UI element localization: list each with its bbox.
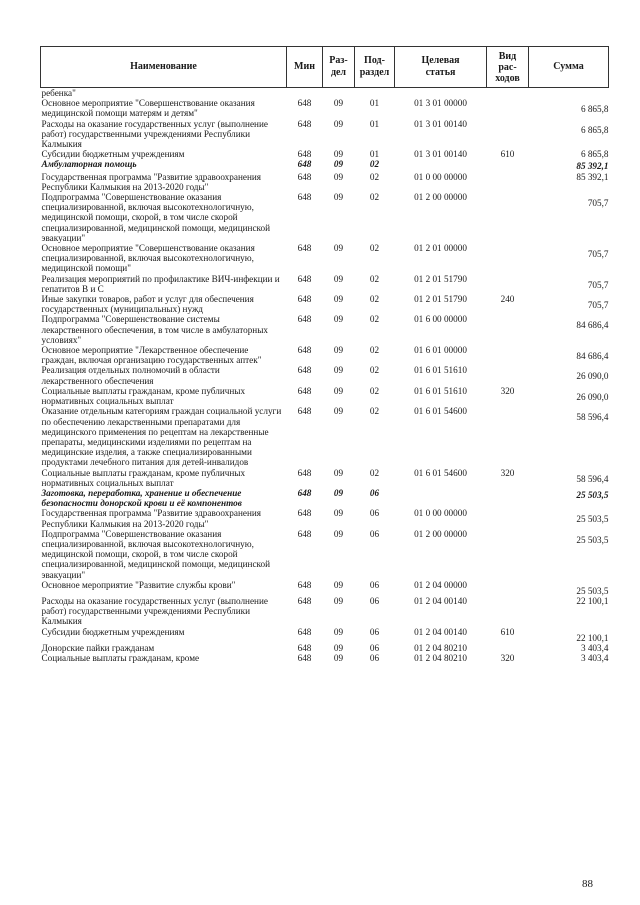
header-sum: Сумма: [529, 47, 609, 88]
cell-subsection: 02: [369, 345, 380, 356]
cell-section: 09: [333, 652, 344, 663]
cell-subsection: 02: [369, 294, 380, 305]
cell-sum: 84 686,4: [576, 351, 609, 362]
cell-name: Субсидии бюджетным учреждениям: [41, 626, 185, 637]
cell-target-item: [395, 488, 487, 508]
cell-name: Подпрограмма "Совершенствование системы лекарственного обеспечения, в том числе в амбулаторных условиях": [41, 314, 268, 345]
cell-sum: 85 392,1: [576, 171, 609, 182]
cell-sum: 25 503,5: [576, 534, 609, 545]
cell-expense-type: [487, 243, 529, 274]
header-target-item: Целевая статья: [395, 47, 487, 88]
cell-target-item: 01 6 00 00000: [414, 314, 467, 325]
cell-target-item: 01 2 00 00000: [414, 192, 467, 203]
cell-ministry: 648: [297, 192, 312, 203]
header-section: Раз- дел: [323, 47, 355, 88]
cell-name: Основное мероприятие "Совершенствование оказания специализированной, включая высокотехнологичную, медицинской помощи": [41, 243, 255, 274]
cell-section: 09: [333, 273, 344, 284]
table-row: [41, 345, 609, 365]
cell-section: 09: [333, 98, 344, 109]
cell-section: 09: [333, 528, 344, 539]
table-row: [41, 365, 609, 385]
cell-expense-type: [487, 98, 529, 118]
cell-expense-type: [487, 529, 529, 580]
cell-expense-type: [487, 172, 529, 192]
cell-ministry: 648: [297, 294, 312, 305]
cell-expense-type: [487, 314, 529, 345]
cell-ministry: 648: [297, 149, 312, 160]
cell-expense-type: 610: [500, 626, 515, 637]
cell-ministry: [287, 88, 323, 99]
cell-target-item: 01 2 01 00000: [414, 243, 467, 254]
table-row: [41, 643, 609, 653]
cell-sum: 3 403,4: [580, 652, 609, 663]
cell-target-item: 01 3 01 00140: [414, 149, 467, 160]
cell-target-item: 01 6 01 54600: [414, 406, 467, 417]
cell-name: Расходы на оказание государственных услуг (выполнение работ) государственными учреждениями Республики Калмыкия: [41, 595, 268, 627]
cell-name: Субсидии бюджетным учреждениям: [41, 149, 185, 160]
cell-subsection: 02: [369, 467, 380, 478]
table-row: [41, 386, 609, 406]
cell-sum: 705,7: [587, 198, 609, 209]
cell-target-item: 01 2 04 80210: [414, 642, 467, 653]
cell-ministry: 648: [297, 528, 312, 539]
cell-sum: 25 503,5: [576, 489, 609, 500]
cell-sum: 6 865,8: [580, 149, 609, 160]
cell-section: [323, 88, 355, 99]
cell-ministry: 648: [297, 365, 312, 376]
cell-section: 09: [333, 243, 344, 254]
cell-ministry: 648: [297, 98, 312, 109]
table-row: [41, 172, 609, 192]
cell-name: Социальные выплаты гражданам, кроме публичных нормативных социальных выплат: [41, 385, 246, 407]
table-row: [41, 627, 609, 643]
cell-ministry: 648: [297, 243, 312, 254]
table-body: [41, 88, 609, 664]
cell-ministry: 648: [297, 467, 312, 478]
cell-subsection: [355, 88, 395, 99]
table-header-row: [41, 47, 609, 88]
table-row: [41, 653, 609, 663]
cell-ministry: 648: [297, 487, 312, 498]
table-row: [41, 88, 609, 99]
cell-subsection: 02: [369, 159, 380, 170]
cell-subsection: 06: [369, 487, 380, 498]
cell-subsection: 02: [369, 243, 380, 254]
cell-sum: 58 596,4: [576, 473, 609, 484]
table-row: [41, 119, 609, 150]
table-row: [41, 149, 609, 159]
cell-expense-type: [487, 406, 529, 467]
cell-target-item: 01 2 04 00000: [414, 579, 467, 590]
cell-sum: 58 596,4: [576, 412, 609, 423]
cell-sum: 705,7: [587, 279, 609, 290]
cell-sum: 22 100,1: [576, 595, 609, 606]
cell-subsection: 02: [369, 192, 380, 203]
table-row: [41, 243, 609, 274]
cell-ministry: 648: [297, 345, 312, 356]
cell-ministry: 648: [297, 406, 312, 417]
cell-subsection: 02: [369, 314, 380, 325]
table-row: [41, 294, 609, 314]
cell-subsection: 02: [369, 385, 380, 396]
cell-target-item: 01 6 01 54600: [414, 467, 467, 478]
cell-section: 09: [333, 192, 344, 203]
cell-subsection: 06: [369, 528, 380, 539]
cell-expense-type: [487, 580, 529, 596]
cell-ministry: 648: [297, 314, 312, 325]
cell-name: Расходы на оказание государственных услуг (выполнение работ) государственными учреждениями Республики Калмыкия: [41, 118, 268, 150]
cell-subsection: 02: [369, 365, 380, 376]
cell-section: 09: [333, 149, 344, 160]
cell-target-item: 01 2 01 51790: [414, 294, 467, 305]
table-row: [41, 274, 609, 294]
cell-sum: 705,7: [587, 249, 609, 260]
cell-target-item: 01 2 01 51790: [414, 273, 467, 284]
cell-subsection: 06: [369, 508, 380, 519]
table-row: [41, 488, 609, 508]
cell-section: 09: [333, 118, 344, 129]
cell-sum: 25 503,5: [576, 585, 609, 596]
cell-name: Донорские пайки гражданам: [41, 642, 155, 653]
cell-section: 09: [333, 487, 344, 498]
cell-sum: 3 403,4: [580, 642, 609, 653]
cell-name: Основное мероприятие "Лекарственное обеспечение граждан, включая организацию государственных аптек": [41, 345, 262, 366]
cell-subsection: 06: [369, 579, 380, 590]
cell-expense-type: 320: [500, 467, 515, 478]
cell-section: 09: [333, 171, 344, 182]
table-row: [41, 596, 609, 627]
cell-target-item: 01 6 01 00000: [414, 345, 467, 356]
cell-sum: 26 090,0: [576, 371, 609, 382]
cell-expense-type: [487, 345, 529, 365]
table-row: [41, 159, 609, 171]
cell-sum: 84 686,4: [576, 320, 609, 331]
table-row: [41, 98, 609, 118]
cell-expense-type: [487, 365, 529, 385]
table-row: [41, 468, 609, 488]
cell-ministry: 648: [297, 385, 312, 396]
cell-expense-type: [487, 488, 529, 508]
page-number: 88: [582, 878, 593, 890]
cell-ministry: 648: [297, 626, 312, 637]
cell-target-item: [395, 88, 487, 99]
budget-table: [40, 46, 609, 663]
cell-subsection: 02: [369, 273, 380, 284]
header-expense-type: Вид рас- ходов: [487, 47, 529, 88]
cell-target-item: 01 3 01 00000: [414, 98, 467, 109]
header-ministry: Мин: [287, 47, 323, 88]
cell-ministry: 648: [297, 118, 312, 129]
cell-section: 09: [333, 467, 344, 478]
cell-section: 09: [333, 508, 344, 519]
cell-expense-type: [487, 119, 529, 150]
cell-name: Реализация отдельных полномочий в области лекарственного обеспечения: [41, 365, 220, 386]
cell-section: 09: [333, 579, 344, 590]
cell-expense-type: [487, 508, 529, 528]
cell-subsection: 06: [369, 652, 380, 663]
cell-expense-type: 320: [500, 652, 515, 663]
cell-sum: 6 865,8: [580, 124, 609, 135]
cell-section: 09: [333, 642, 344, 653]
cell-target-item: 01 0 00 00000: [414, 508, 467, 519]
cell-section: 09: [333, 626, 344, 637]
cell-target-item: [395, 159, 487, 171]
cell-ministry: 648: [297, 579, 312, 590]
cell-target-item: 01 2 00 00000: [414, 528, 467, 539]
cell-expense-type: [487, 643, 529, 653]
table-row: [41, 314, 609, 345]
table-row: [41, 580, 609, 596]
table-row: [41, 508, 609, 528]
table-row: [41, 192, 609, 243]
cell-section: 09: [333, 385, 344, 396]
cell-sum: 22 100,1: [576, 632, 609, 643]
cell-name: Подпрограмма "Совершенствование оказания специализированной, включая высокотехнологичную, медицинской помощи, скорой, в том числе скорой специализированной, медицинской помощи, медицинской эвакуации": [41, 528, 271, 580]
cell-name: Реализация мероприятий по профилактике ВИЧ-инфекции и гепатитов В и С: [41, 273, 280, 294]
cell-name: Социальные выплаты гражданам, кроме: [41, 652, 200, 663]
cell-section: 09: [333, 314, 344, 325]
cell-subsection: 06: [369, 642, 380, 653]
cell-name: Государственная программа "Развитие здравоохранения Республики Калмыкия на 2013-2020 годы": [41, 508, 262, 529]
cell-target-item: 01 6 01 51610: [414, 385, 467, 396]
cell-name: Иные закупки товаров, работ и услуг для обеспечения государственных (муниципальных) нужд: [41, 294, 254, 315]
cell-subsection: 01: [369, 118, 380, 129]
header-subsection: Под- раздел: [355, 47, 395, 88]
cell-sum: 25 503,5: [576, 514, 609, 525]
cell-subsection: 02: [369, 406, 380, 417]
table-row: [41, 406, 609, 467]
cell-section: 09: [333, 365, 344, 376]
cell-name: Оказание отдельным категориям граждан социальной услуги по обеспечению лекарственными препаратами для медицинского применения по рецептам на лекарственные препараты, медицинскими изделиями по рецептам на медицинские изделия, а также специализированными продуктами лечебного питания для детей-инвалидов: [41, 406, 282, 468]
cell-expense-type: 240: [500, 294, 515, 305]
cell-target-item: 01 2 04 00140: [414, 626, 467, 637]
cell-ministry: 648: [297, 642, 312, 653]
cell-ministry: 648: [297, 652, 312, 663]
cell-name: ребенка": [41, 88, 76, 98]
cell-subsection: 02: [369, 171, 380, 182]
cell-name: Заготовка, переработка, хранение и обеспечение безопасности донорской крови и её компонентов: [41, 487, 242, 509]
cell-target-item: 01 2 04 80210: [414, 652, 467, 663]
cell-expense-type: [487, 274, 529, 294]
cell-name: Подпрограмма "Совершенствование оказания специализированной, включая высокотехнологичную, медицинской помощи, скорой, в том числе скорой специализированной, медицинской помощи, медицинской эвакуации": [41, 192, 271, 243]
table-row: [41, 529, 609, 580]
cell-section: 09: [333, 345, 344, 356]
cell-name: Амбулаторная помощь: [41, 159, 137, 170]
cell-expense-type: 610: [500, 149, 515, 160]
cell-expense-type: [487, 192, 529, 243]
cell-target-item: 01 2 04 00140: [414, 595, 467, 606]
cell-ministry: 648: [297, 273, 312, 284]
cell-target-item: 01 0 00 00000: [414, 171, 467, 182]
cell-section: 09: [333, 159, 344, 170]
cell-ministry: 648: [297, 595, 312, 606]
cell-sum: [529, 88, 609, 99]
cell-ministry: 648: [297, 508, 312, 519]
cell-subsection: 06: [369, 626, 380, 637]
cell-ministry: 648: [297, 159, 312, 170]
cell-name: Основное мероприятие "Совершенствование оказания медицинской помощи матерям и детям": [41, 98, 255, 119]
cell-subsection: 06: [369, 595, 380, 606]
cell-section: 09: [333, 294, 344, 305]
cell-expense-type: [487, 88, 529, 99]
cell-sum: 26 090,0: [576, 391, 609, 402]
cell-sum: 85 392,1: [576, 161, 609, 172]
cell-target-item: 01 3 01 00140: [414, 118, 467, 129]
cell-target-item: 01 6 01 51610: [414, 365, 467, 376]
cell-subsection: 01: [369, 149, 380, 160]
cell-ministry: 648: [297, 171, 312, 182]
cell-name: Государственная программа "Развитие здравоохранения Республики Калмыкия на 2013-2020 годы": [41, 171, 262, 192]
cell-expense-type: [487, 596, 529, 627]
cell-expense-type: [487, 159, 529, 171]
cell-sum: 705,7: [587, 300, 609, 311]
cell-section: 09: [333, 406, 344, 417]
cell-sum: 6 865,8: [580, 104, 609, 115]
cell-name: Основное мероприятие "Развитие службы крови": [41, 579, 236, 590]
cell-section: 09: [333, 595, 344, 606]
cell-name: Социальные выплаты гражданам, кроме публичных нормативных социальных выплат: [41, 467, 246, 488]
cell-subsection: 01: [369, 98, 380, 109]
header-name: Наименование: [41, 47, 287, 88]
cell-expense-type: 320: [500, 385, 515, 396]
